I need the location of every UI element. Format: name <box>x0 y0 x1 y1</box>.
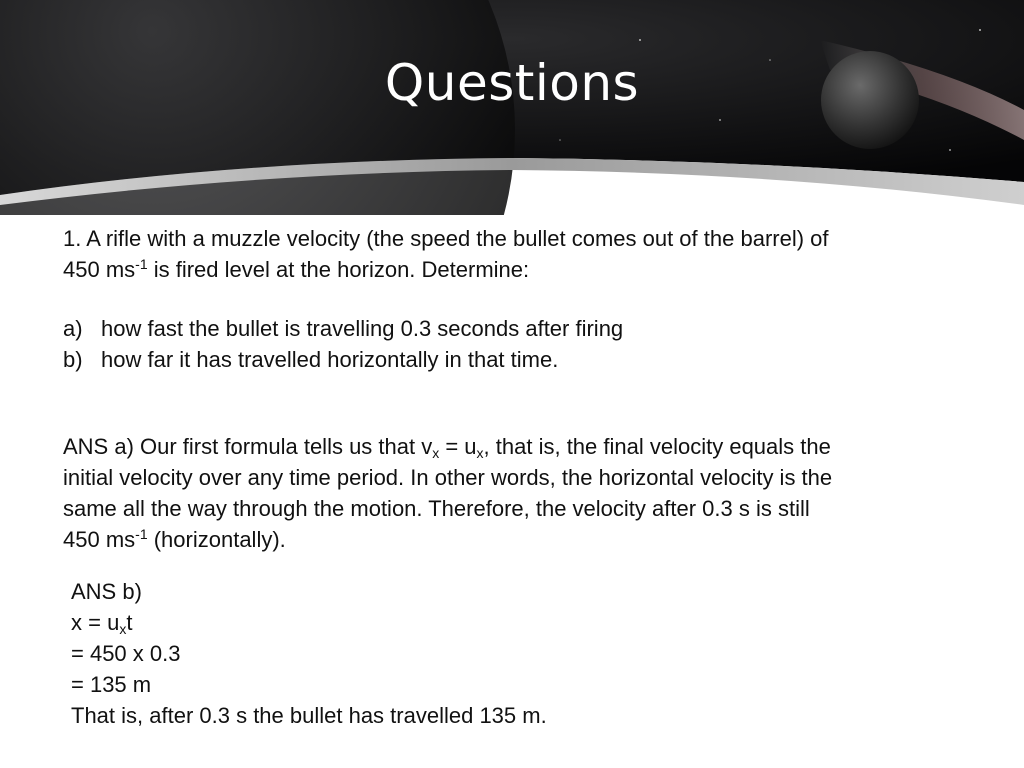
list-item <box>63 344 623 375</box>
question-parts-list <box>63 313 623 375</box>
answer-b-conclusion: That is, after 0.3 s the bullet has travelled 135 m. <box>71 703 547 728</box>
question-line-2: 450 $ms^{-1}$ is fired level at the horizon. Determine: <box>63 256 530 282</box>
answer-b-step-1: = 450 x 0.3 <box>71 641 181 666</box>
answer-a-line-1: ANS a) Our first formula tells us that $v_x = u_x$, that is, the final velocity equals the <box>63 434 831 461</box>
answer-b-formula: $x = u_xt$ <box>71 610 133 637</box>
question-paragraph <box>63 223 973 285</box>
list-item-text: how far it has travelled horizontally in that time. <box>101 347 559 372</box>
answer-a-paragraph <box>63 431 973 555</box>
answer-a-line-3: same all the way through the motion. Therefore, the velocity after 0.3 s is still <box>63 496 810 521</box>
question-line-1: 1. A rifle with a muzzle velocity (the speed the bullet comes out of the barrel) of <box>63 226 829 251</box>
list-marker: a) <box>63 316 83 341</box>
answer-a-line-2: initial velocity over any time period. In other words, the horizontal velocity is the <box>63 465 833 490</box>
slide-title: Questions <box>384 54 640 112</box>
list-item-text: how fast the bullet is travelling 0.3 seconds after firing <box>101 316 624 341</box>
answer-b-heading: ANS b) <box>71 579 142 604</box>
list-item <box>63 313 623 344</box>
list-marker: b) <box>63 347 83 372</box>
answer-b-step-2: = 135 m <box>71 672 152 697</box>
answer-a-line-4: 450 $ms^{-1}$ (horizontally). <box>63 526 286 552</box>
answer-b-block <box>71 576 547 731</box>
